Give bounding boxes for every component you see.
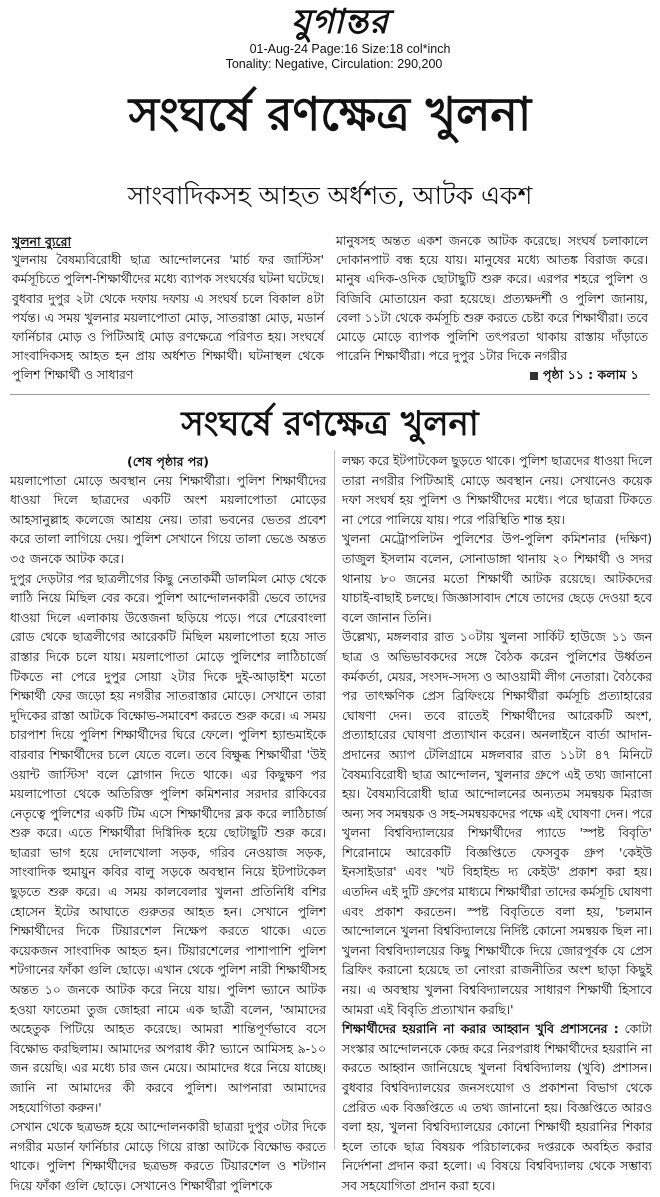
continuation-paragraph: খুলনা মেট্রোপলিটন পুলিশের উপ-পুলিশ কমিশনার (দক্ষিণ) তাজুল ইসলাম বলেন, সোনাডাঙ্গা থানায় ২০ শিক্ষার্থী ও সদর থানায় ৮০ জনের মতো শিক্ষার্থী আটক রয়েছে। আটকদের যাচাই-বাছাই চলছে। জিজ্ঞাসাবাদ শেষে তাদের ছেড়ে দেওয়া হবে বলে জানান তিনি।	[342, 532, 652, 625]
clipping-tonality-line: Tonality: Negative, Circulation: 290,200	[225, 57, 443, 71]
continuation-paragraph: উল্লেখ্য, মঙ্গলবার রাত ১০টায় খুলনা সার্কিট হাউজে ১১ জন ছাত্র ও অভিভাবকদের সঙ্গে বৈঠক করেন পুলিশের উর্ধ্বতন কর্মকর্তা, মেয়র, সংসদ-সদস্য ও আওয়ামী লীগ নেতারা। বৈঠকের পর তাৎক্ষণিক প্রেস ব্রিফিংয়ে শিক্ষার্থীরা কর্মসূচি প্রত্যাহারের ঘোষণা দেন। তবে রাতেই শিক্ষার্থীদের আরেকটি অংশ, প্রত্যাহারের ঘোষণা প্রত্যাখান করেন। অনলাইনে বার্তা আদান-প্রদানের অ্যাপ টেলিগ্রামে মঙ্গলবার রাত ১১টা ৪৭ মিনিটে বৈষম্যবিরোধী ছাত্র আন্দোলন, খুলনার গ্রুপে এই তথ্য জানানো হয়। বৈষম্যবিরোধী ছাত্র আন্দোলনের অন্যতম সমন্বয়ক মিরাজ অন্য সব সমন্বয়ক ও সহ-সমন্বয়কদের পক্ষে এই ঘোষণা দেন। পরে খুলনা বিশ্ববিদ্যালয়ের শিক্ষার্থীদের প্যাডে 'স্পষ্ট বিবৃতি' শিরোনামে আরেকটি বিজ্ঞপ্তিতে ফেসবুক গ্রুপ 'কেইউ ইনসাইডার' এবং 'খট বিহাইন্ড দ্য কেইউ' প্রকাশ করা হয়। এতদিন এই দুটি গ্রুপের মাধ্যমে শিক্ষার্থীরা তাদের কর্মসূচি ঘোষণা এবং প্রকাশ করতেন। স্পষ্ট বিবৃতিতে বলা হয়, 'চলমান আন্দোলনে খুলনা বিশ্ববিদ্যালয়ে নির্দিষ্ট কোনো সমন্বয়ক ছিল না। খুলনা বিশ্ববিদ্যালয়ের কিছু শিক্ষার্থীকে দিয়ে জোরপূর্বক যে প্রেস ব্রিফিং করানো হয়েছে তা নোংরা রাজনীতির অংশ ছাড়া কিছুই নয়। এ অবস্থায় খুলনা বিশ্ববিদ্যালয়ের সাধারণ শিক্ষার্থী হিসাবে আমরা এই বিবৃতি প্রত্যাখান করছি।'	[342, 630, 652, 1017]
continued-from-label: (শেষ পৃষ্ঠার পর)	[127, 454, 209, 469]
clipping-meta-line: 01-Aug-24 Page:16 Size:18 col*inch	[249, 42, 451, 56]
sub-headline: সাংবাদিকসহ আহত অর্ধশত, আটক একশ	[127, 181, 533, 210]
lead-in-text: কোটা সংস্কার আন্দোলনকে কেন্দ্র করে নিরপরাধ শিক্ষার্থীদের হয়রানি না করতে আহ্বান জানিয়েছে খুলনা বিশ্ববিদ্যালয় (খুবি) প্রশাসন। বুধবার বিশ্ববিদ্যালয়ের জনসংযোগ ও প্রকাশনা বিভাগ থেকে প্রেরিত এক বিজ্ঞপ্তিতে এ তথ্য জানানো হয়। বিজ্ঞপ্তিতে আরও বলা হয়, খুলনা বিশ্ববিদ্যালয়ের কোনো শিক্ষার্থী হয়রানির শিকার হলে তাকে ছাত্র বিষয়ক পরিচালকের দপ্তরকে অবহিত করার নির্দেশনা প্রদান করা হলো। এ বিষয়ে বিশ্ববিদ্যালয় থেকে সম্ভাব্য সব সহযোগিতা প্রদান করা হবে।	[342, 1022, 652, 1193]
continuation-paragraph: সেখান থেকে ছত্রভঙ্গ হয়ে আন্দোলনকারী ছাত্ররা দুপুর ৩টার দিকে নগরীর মডার্ন ফার্নিচার মোড়ে গিয়ে রাস্তা আটকে বিক্ষোভ করতে থাকে। পুলিশ শিক্ষার্থীদের ছত্রভঙ্গ করতে টিয়ারশেল ও শটগান দিয়ে ফাঁকা গুলি ছোড়ে। সেখানেও শিক্ষার্থীরা পুলিশকে	[10, 1120, 326, 1193]
page-headline: সংঘর্ষে রণক্ষেত্র খুলনা	[128, 87, 532, 141]
byline: খুলনা ব্যুরো	[12, 234, 72, 249]
continuation-headline: সংঘর্ষে রণক্ষেত্র খুলনা	[181, 404, 479, 444]
front-paragraph: খুলনায় বৈষম্যবিরোধী ছাত্র আন্দোলনের 'মার্চ ফর জাস্টিস' কর্মসূচিতে পুলিশ-শিক্ষার্থীদের মধ্যে ব্যাপক সংঘর্ষের ঘটনা ঘটেছে। বুধবার দুপুর ২টা থেকে দফায় দফায় এ সংঘর্ষ চলে বিকাল ৪টা পর্যন্ত। এ সময় খুলনার ময়লাপোতা মোড়, সাতরাস্তা মোড়, মডার্ন ফার্নিচার মোড় ও পিটিআই মোড় রণক্ষেত্রে পরিণত হয়। সংঘর্ষে সাংবাদিকসহ আহত হন প্রায় অর্ধশত শিক্ষার্থী। ঘটনাস্থল থেকে পুলিশ শিক্ষার্থী ও সাধারণ	[12, 253, 324, 383]
section-divider	[10, 394, 650, 395]
jump-label: পৃষ্ঠা ১১ : কলাম ১	[543, 367, 639, 382]
lead-in-heading: শিক্ষার্থীদের হয়রানি না করার আহ্বান খুবি প্রশাসনের :	[342, 1022, 619, 1037]
column-rule	[334, 450, 335, 1150]
continuation-paragraph: লক্ষ্য করে ইটপাটকেল ছুড়তে থাকে। পুলিশ ছাত্রদের ধাওয়া দিলে তারা নগরীর পিটিআই মোড়ে অবস্থান নেয়। সেখানেও কয়েক দফা সংঘর্ষ হয় পুলিশ ও শিক্ষার্থীদের মধ্যে। পরে ছাত্ররা টিকতে না পেরে পালিয়ে যায়। পরে পরিস্থিতি শান্ত হয়।	[342, 454, 652, 527]
lead-in-paragraph	[342, 1020, 652, 1196]
front-left-column	[12, 232, 324, 386]
jump-reference	[530, 367, 639, 387]
continuation-paragraph: দুপুর দেড়টার পর ছাত্রলীগের কিছু নেতাকর্মী ডালমিল মোড় থেকে লাঠি নিয়ে মিছিল বের করে। পুলিশ আন্দোলনকারী ভেবে তাদের ধাওয়া দিলে এলাকায় উত্তেজনা ছড়িয়ে পড়ে। পরে শেরেবাংলা রোড থেকে ছাত্রলীগের আরেকটি মিছিল ময়লাপোতা হয়ে সাত রাস্তার দিকে চলে যায়। ময়লাপোতা মোড়ে পুলিশের লাঠিচার্জে টিকতে না পেরে দুপুর সোয়া ২টার দিকে দুই-আড়াইশ মতো শিক্ষার্থী ফের জড়ো হয় নগরীর সাতরাস্তার মোড়ে। সেখানে তারা দুদিকের রাস্তা আটকে বিক্ষোভ-সমাবেশ করতে শুরু করে। এ সময় চারপাশ দিয়ে পুলিশ শিক্ষার্থীদের ঘিরে ফেলে। পুলিশ হ্যান্ডমাইকে বারবার শিক্ষার্থীদের চলে যেতে বলে। তবে বিক্ষুব্ধ শিক্ষার্থীরা 'উই ওয়ান্ট জাস্টিস' বলে স্লোগান দিতে থাকে। এর কিছুক্ষণ পর ময়লাপোতা থেকে অতিরিক্ত পুলিশ কমিশনার সরদার রাকিবের নেতৃত্বে পুলিশের একটি টিম এসে শিক্ষার্থীদের ব্লক করে লাঠিচার্জ শুরু করে। এতে শিক্ষার্থীরা দিগ্বিদিক হয়ে ছোটাছুটি শুরু করে। ছাত্ররা ভাগ হয়ে দোলখোলা সড়ক, গরিব নেওয়াজ সড়ক, সাংবাদিক হুমায়ুন কবির বালু সড়কে অবস্থান নিয়ে ইটপাটকেল ছুড়তে শুরু করে। এ সময় কালবেলার খুলনা প্রতিনিধি বশির হোসেন ইটের আঘাতে গুরুতর আহত হন। সেখানে পুলিশ শিক্ষার্থীদের দিকে টিয়ারশেল নিক্ষেপ করতে থাকে। এতে কয়েকজন সাংবাদিক আহত হন। টিয়ারশেলের পাশাপাশি পুলিশ শটগানের ফাঁকা গুলি ছোড়ে। এখান থেকে পুলিশ নারী শিক্ষার্থীসহ অন্তত ১০ জনকে আটক করে নিয়ে যায়। পুলিশ ভ্যানে আটক হওয়া ফাতেমা তুজ জোহরা নামে এক ছাত্রী বলেন, 'আমাদের অহেতুক পিটিয়ে আহত করেছে। আমরা শান্তিপূর্ণভাবে বসে বিক্ষোভ করছিলাম। আমাদের অপরাধ কী? ভ্যানে আমিসহ ৯-১০ জন রয়েছি। এর মধ্যে চার জন মেয়ে। আমাদের ধরে নিয়ে যাচ্ছে। জানি না আমাদের কী করবে পুলিশ। আপনারা আমাদের সহযোগিতা করুন।'	[10, 571, 326, 1115]
masthead	[0, 2, 660, 72]
front-right-column	[336, 232, 648, 366]
continuation-paragraph: ময়লাপোতা মোড়ে অবস্থান নেয় শিক্ষার্থীরা। পুলিশ শিক্ষার্থীদের ধাওয়া দিলে ছাত্রদের একটি অংশ ময়লাপোতা মোড়ের আহসানুল্লাহ কলেজে আশ্রয় নেয়। তারা ভবনের ভেতর প্রবেশ করে তালা লাগিয়ে দেয়। পুলিশ সেখানে গিয়ে তালা ভেঙে অন্তত ৩৫ জনকে আটক করে।	[10, 473, 326, 566]
front-paragraph: মানুষসহ অন্তত একশ জনকে আটক করেছে। সংঘর্ষ চলাকালে দোকানপাট বন্ধ হয়ে যায়। মানুষের মধ্যে আতঙ্ক বিরাজ করে। মানুষ এদিক-ওদিক ছোটাছুটি শুরু করে। এরপর শহরে পুলিশ ও বিজিবি মোতায়েন করা হয়েছে। প্রত্যক্ষদর্শী ও পুলিশ জানায়, বেলা ১১টা থেকে কর্মসূচি শুরু করতে চেষ্টা করে শিক্ষার্থীরা। তবে মোড়ে মোড়ে ব্যাপক পুলিশি তৎপরতা থাকায় রাস্তায় দাঁড়াতে পারেনি শিক্ষার্থীরা। পরে দুপুর ১টার দিকে নগরীর	[336, 234, 648, 364]
continuation-right-column	[342, 452, 652, 1197]
continuation-left-column	[10, 452, 326, 1197]
square-bullet-icon	[530, 372, 538, 380]
newspaper-logo: যুগান্তর	[291, 2, 389, 42]
